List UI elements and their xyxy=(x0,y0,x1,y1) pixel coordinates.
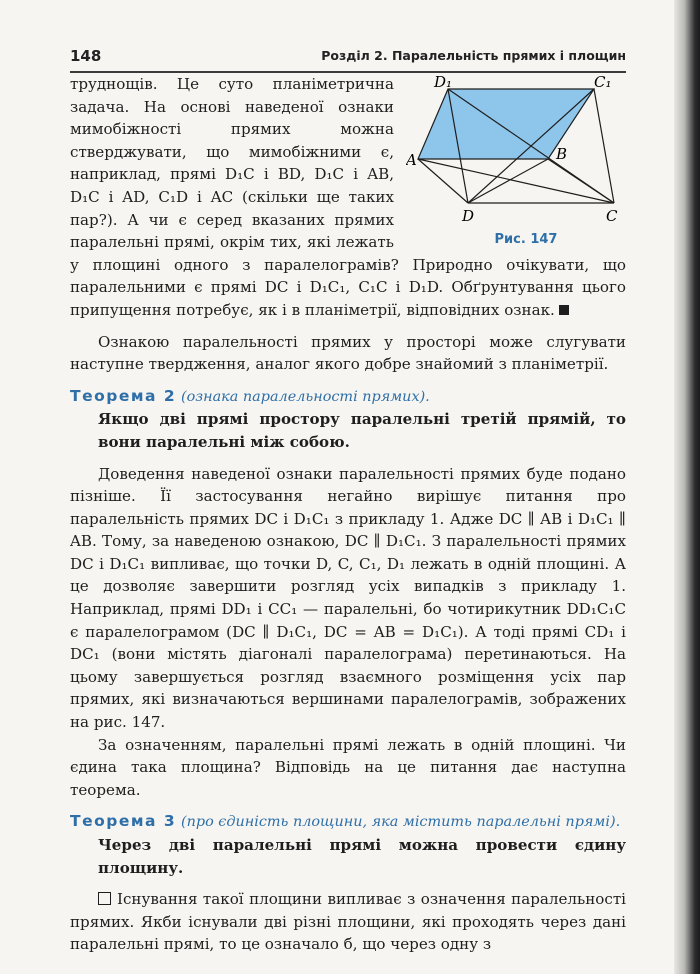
parallelogram-diagram xyxy=(406,73,626,233)
theorem-3-statement: Через дві паралельні прямі можна провести єдину площину. xyxy=(98,836,626,877)
theorem-3-heading xyxy=(70,810,626,834)
label-C1: C₁ xyxy=(594,73,612,91)
theorem-3-note: (про єдиність площини, яка містить паралельні прямі). xyxy=(180,814,621,831)
paragraph-5-text: Існування такої площини випливає з означення паралельності прямих. Якби існували дві різні площини, які проходять через дані паралельні прямі, то це означало б, що через одну з xyxy=(70,890,626,954)
figure-caption: Рис. 147 xyxy=(494,232,558,247)
diagonal-AC xyxy=(418,159,614,203)
label-D: D xyxy=(462,207,475,225)
proof-start-square-icon xyxy=(98,892,111,905)
paragraph-1-text: труднощів. Це суто планіметрична задача. На основі наведеної ознаки мимобіжності прямих можна стверджувати, що мимобіжними є, наприклад, прямі D₁C і BD, D₁C і AB, D₁C і AD, C₁D і AC (скільки ще таких пар?). А чи є серед вказаних прямих паралельні прямі, окрім тих, які лежать у площині одного з паралелограмів? Природно очікувати, що паралельними є прямі DC і D₁C₁, C₁C і D₁D. Обґрунтування цього припущення потребує, як і в планіметрії, відповідних ознак. xyxy=(70,75,626,319)
label-B: B xyxy=(556,145,568,163)
theorem-2-note: (ознака паралельності прямих). xyxy=(180,388,430,405)
section-title: Розділ 2. Паралельність прямих і площин xyxy=(321,48,626,64)
label-C: C xyxy=(606,207,618,225)
paragraph-3: Доведення наведеної ознаки паралельності прямих буде подано пізніше. Її застосування негайно вирішує питання про паралельність прямих DC і D₁C₁ з прикладу 1. Адже DC ∥ AB і D₁C₁ ∥ AB. Тому, за наведеною ознакою, DC ∥ D₁C₁. З паралельності прямих DC і D₁C₁ випливає, що точки D, C, C₁, D₁ лежать в одній площині. А це дозволяє завершити розгляд усіх випадків з прикладу 1. Наприклад, прямі DD₁ і CC₁ — паралельні, бо чотирикутник DD₁C₁C є паралелограмом (DC ∥ D₁C₁, DC = AB = D₁C₁). А тоді прямі CD₁ і DC₁ (вони містять діагоналі паралелограма) перетинаються. На цьому завершується розгляд взаємного розміщення усіх пар прямих, які визначаються вершинами паралелограмів, зображених на рис. 147. xyxy=(70,464,626,732)
figure-147 xyxy=(406,73,626,252)
theorem-2-heading xyxy=(70,385,626,409)
paragraph-5 xyxy=(70,888,626,956)
page-number: 148 xyxy=(70,47,102,66)
label-D1: D₁ xyxy=(434,73,453,91)
theorem-2-statement: Якщо дві прямі простору паралельні третій прямій, то вони паралельні між собою. xyxy=(98,410,626,451)
paragraph-2: Ознакою паралельності прямих у просторі може слугувати наступне твердження, аналог якого добре знайомий з планіметрії. xyxy=(70,332,626,374)
edge-C1C xyxy=(594,89,614,203)
parallelogram-ABC1D1 xyxy=(418,89,594,159)
theorem-2-title: Теорема 2 xyxy=(70,386,177,405)
book-spine-shadow xyxy=(674,0,700,974)
edge-AD xyxy=(418,159,468,203)
theorem-3-title: Теорема 3 xyxy=(70,812,177,831)
qed-square-icon xyxy=(559,305,569,315)
label-A: A xyxy=(406,151,417,169)
paragraph-4: За означенням, паралельні прямі лежать в одній площині. Чи єдина така площина? Відповідь на це питання дає наступна теорема. xyxy=(70,735,626,799)
diagonal-BD xyxy=(468,159,548,203)
textbook-page xyxy=(70,38,626,956)
page-header xyxy=(70,38,626,73)
